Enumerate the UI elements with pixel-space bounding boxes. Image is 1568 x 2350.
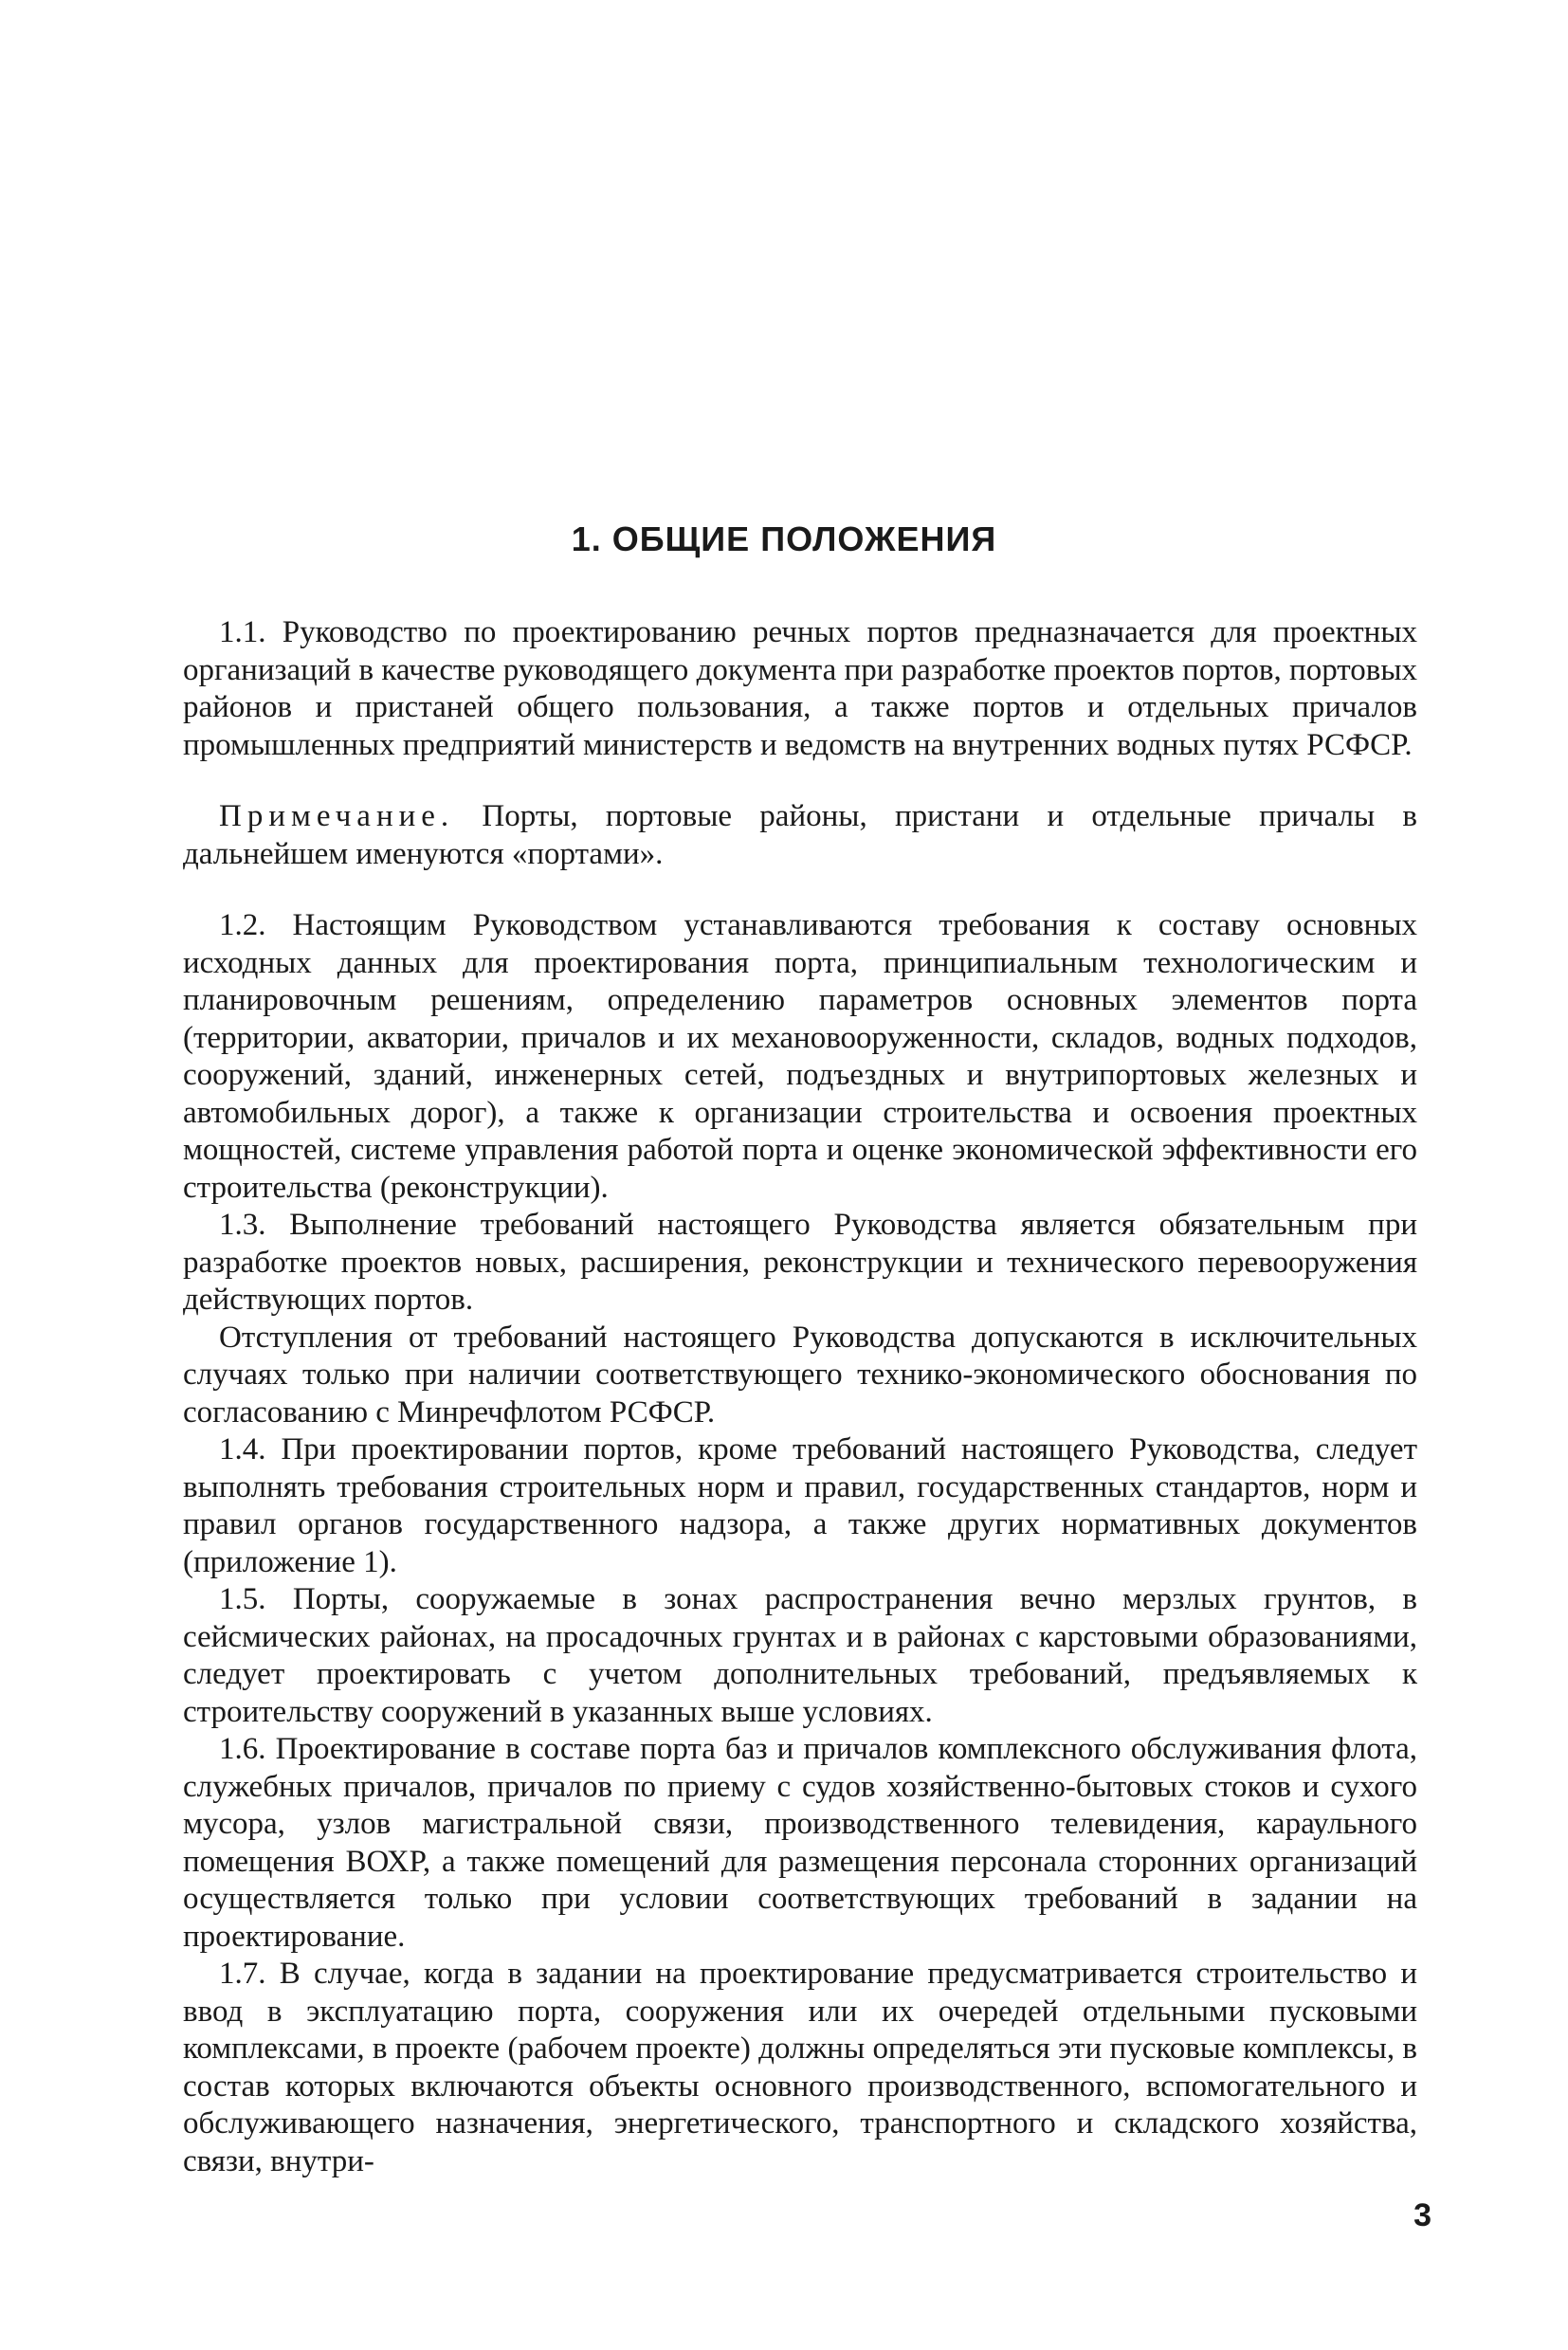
paragraph-1-7: 1.7. В случае, когда в задании на проектирование предусматривается строительство и ввод в эксплуатацию порта, сооружения или их очередей отдельными пусковыми комплексами, в проекте (рабочем проекте) должны определяться эти пусковые комплексы, в состав которых включаются объекты основного производственного, вспомогательного и обслуживающего назначения, энергетического, транспортного и складского хозяйства, связи, внутри- <box>183 1957 1417 2178</box>
document-body <box>183 614 1417 2180</box>
paragraph-1-1: 1.1. Руководство по проектированию речных портов предназначается для проектных организаций в качестве руководящего документа при разработке проектов портов, портовых районов и пристаней общего пользования, а также портов и отдельных причалов промышленных предприятий министерств и ведомств на внутренних водных путях РСФСР. <box>183 615 1417 762</box>
note-label: Примечание. <box>219 799 455 833</box>
page-number: 3 <box>1413 2197 1431 2233</box>
paragraph-1-6: 1.6. Проектирование в составе порта баз и причалов комплексного обслуживания флота, служебных причалов, причалов по приему с судов хозяйственно-бытовых стоков и сухого мусора, узлов магистральной связи, производственного телевидения, караульного помещения ВОХР, а также помещений для размещения персонала сторонних организаций осуществляется только при условии соответствующих требований в задании на проектирование. <box>183 1732 1417 1954</box>
paragraph-1-5: 1.5. Порты, сооружаемые в зонах распространения вечно мерзлых грунтов, в сейсмических районах, на просадочных грунтах и в районах с карстовыми образованиями, следует проектировать с учетом дополнительных требований, предъявляемых к строительству сооружений в указанных выше условиях. <box>183 1582 1417 1729</box>
paragraph-1-3: 1.3. Выполнение требований настоящего Руководства является обязательным при разработке проектов новых, расширения, реконструкции и технического перевооружения действующих портов. <box>183 1208 1417 1317</box>
paragraph-1-3-exceptions: Отступления от требований настоящего Руководства допускаются в исключительных случаях только при наличии соответствующего технико-экономического обоснования по согласованию с Минречфлотом РСФСР. <box>183 1320 1417 1430</box>
section-title: 1. ОБЩИЕ ПОЛОЖЕНИЯ <box>571 519 997 558</box>
paragraph-1-4: 1.4. При проектировании портов, кроме требований настоящего Руководства, следует выполнять требования строительных норм и правил, государственных стандартов, норм и правил органов государственного надзора, а также других нормативных документов (приложение 1). <box>183 1432 1417 1579</box>
note-text: Порты, портовые районы, пристани и отдельные причалы в дальнейшем именуются «портами». <box>183 799 1417 871</box>
paragraph-1-2: 1.2. Настоящим Руководством устанавливаются требования к составу основных исходных данных для проектирования порта, принципиальным технологическим и планировочным решениям, определению параметров основных элементов порта (территории, акватории, причалов и их механовооруженности, складов, водных подходов, сооружений, зданий, инженерных сетей, подъездных и внутрипортовых железных и автомобильных дорог), а также к организации строительства и освоения проектных мощностей, системе управления работой порта и оценке экономической эффективности его строительства (реконструкции). <box>183 908 1417 1205</box>
note-paragraph <box>183 798 1417 873</box>
